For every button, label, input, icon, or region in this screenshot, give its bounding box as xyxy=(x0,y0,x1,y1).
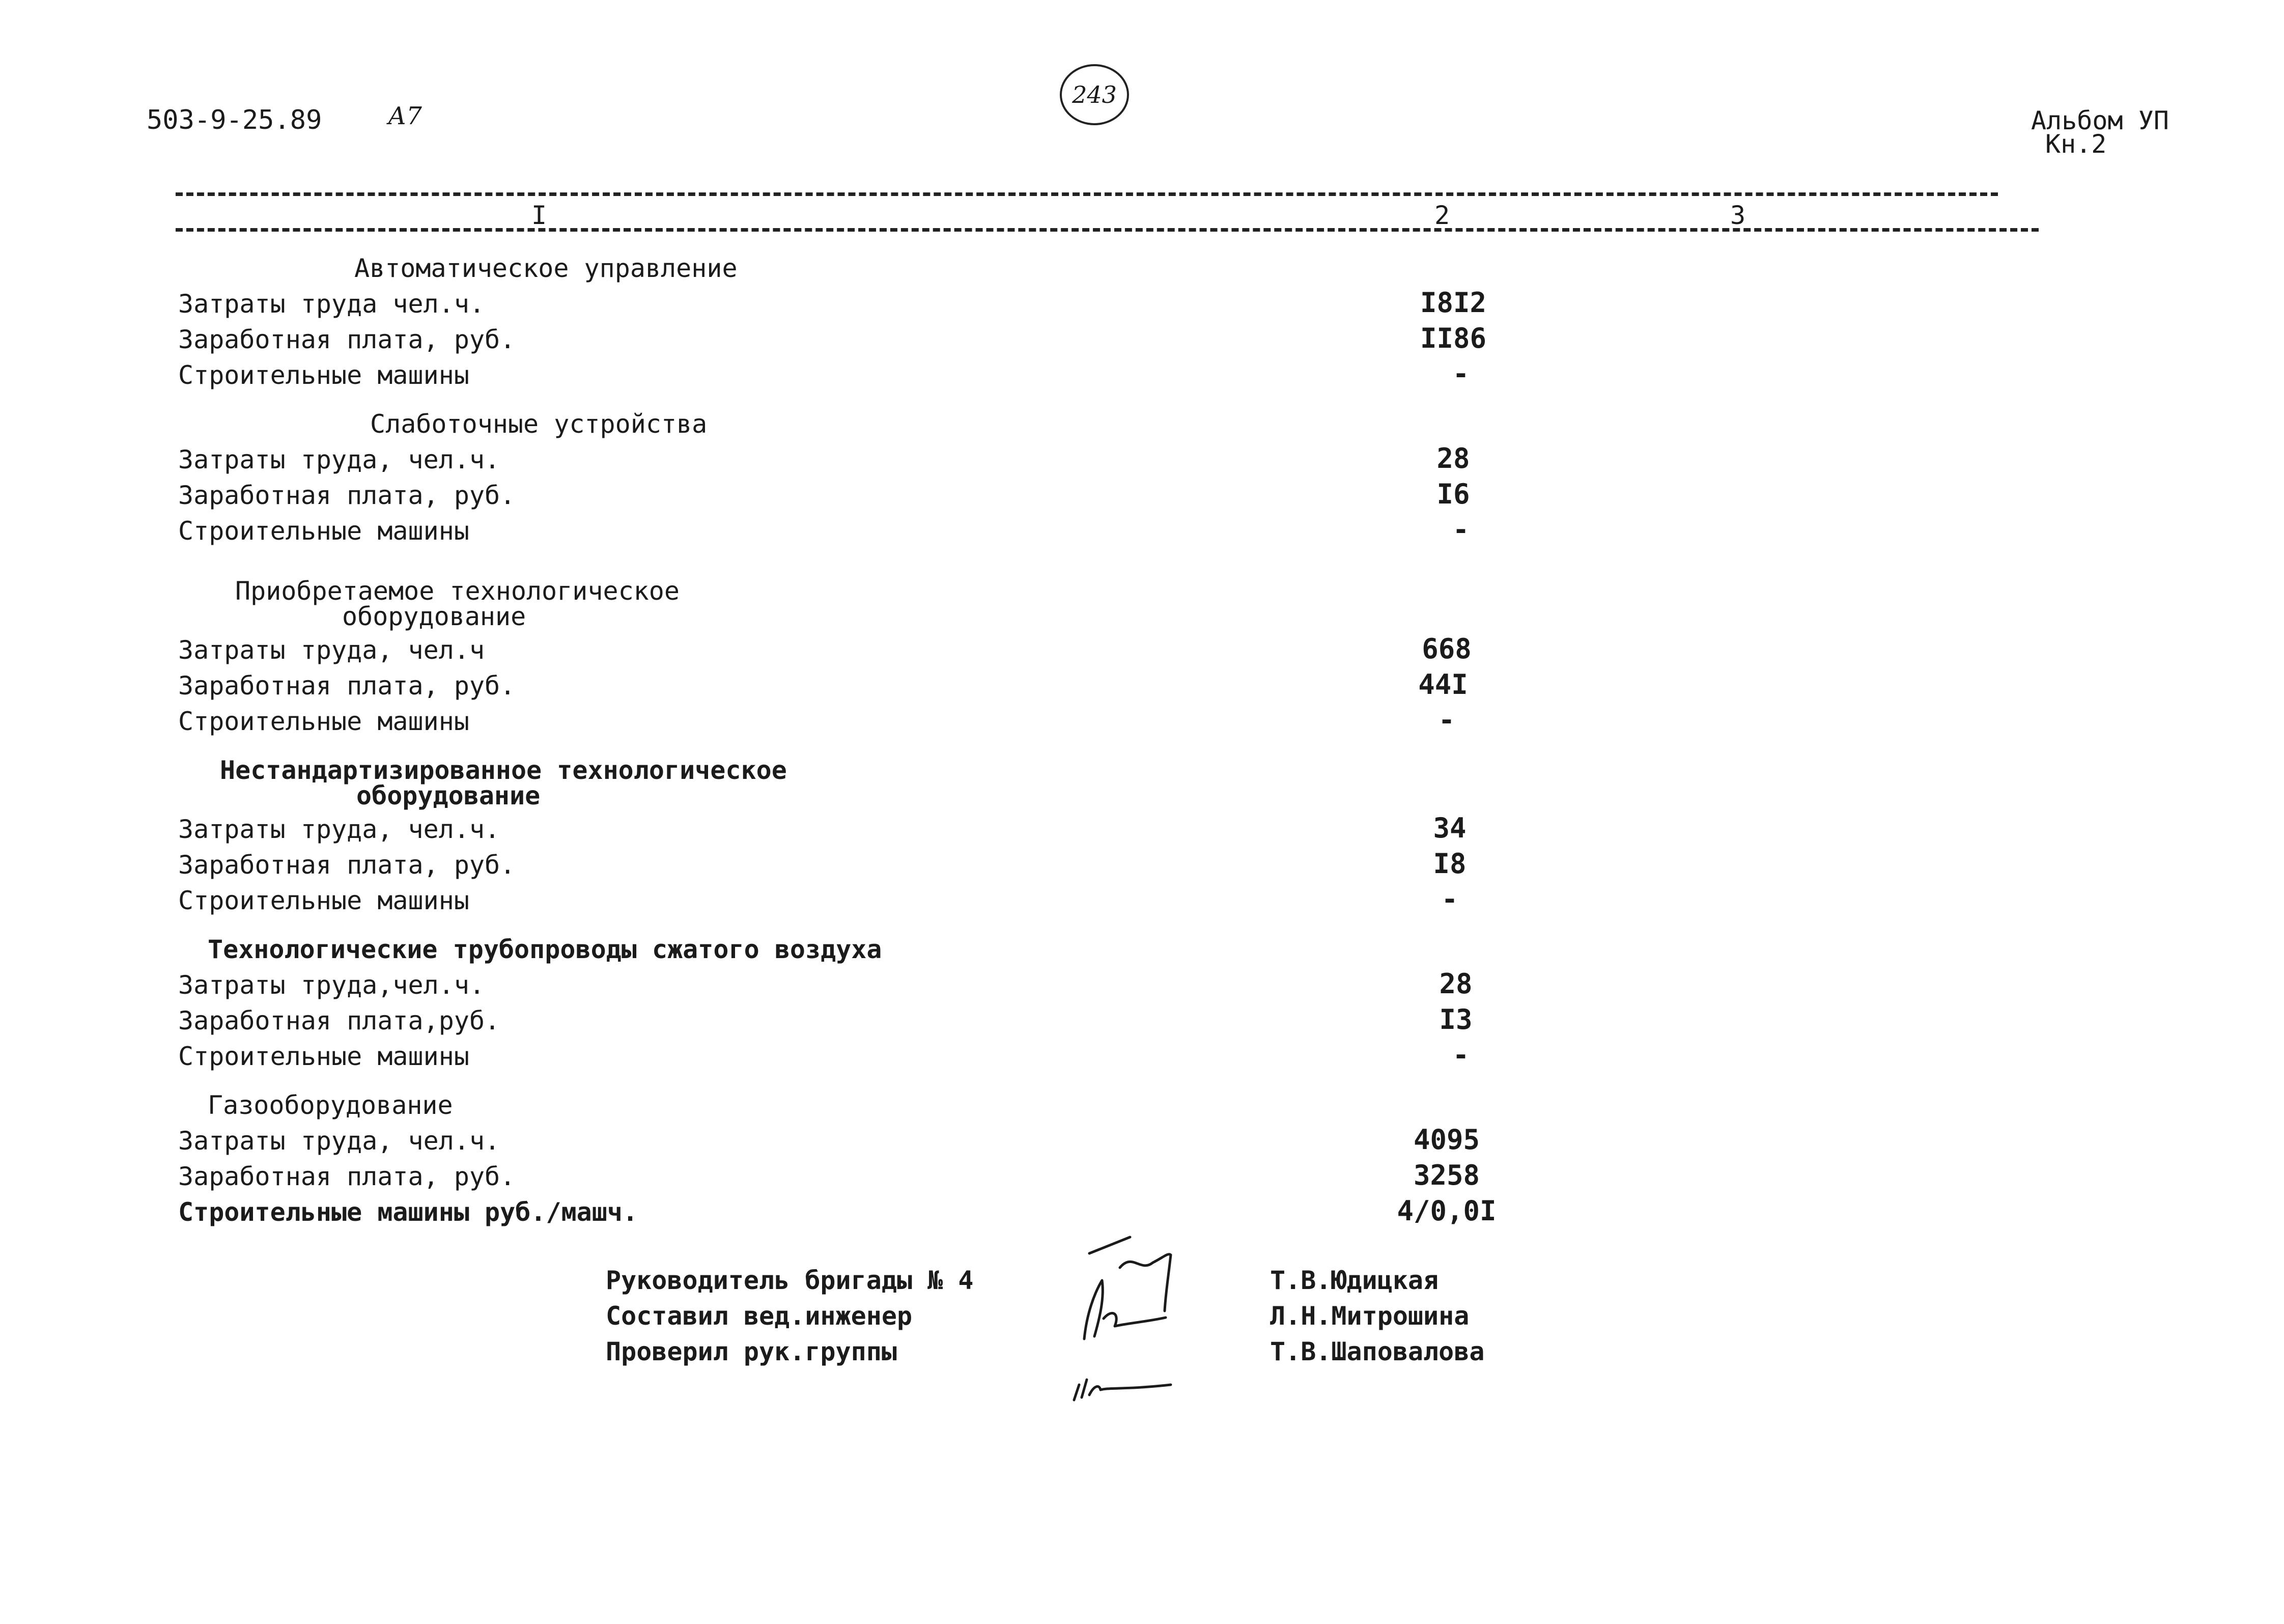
row-label: Строительные машины xyxy=(178,886,469,915)
column-header-2: 2 xyxy=(1431,203,1453,228)
signature-role: Составил вед.инженер xyxy=(606,1301,913,1331)
row-value: 28 xyxy=(1436,442,1470,474)
table-top-rule xyxy=(176,192,1998,196)
row-label: Заработная плата, руб. xyxy=(178,1162,516,1191)
row-label: Заработная плата, руб. xyxy=(178,671,516,701)
row-label: Затраты труда, чел.ч. xyxy=(178,1126,500,1156)
row-value: 668 xyxy=(1422,633,1472,665)
row-label: Строительные машины xyxy=(178,360,469,390)
document-code: 503-9-25.89 xyxy=(147,105,322,135)
row-label: Затраты труда, чел.ч. xyxy=(178,445,500,474)
row-label: Затраты труда, чел.ч. xyxy=(178,815,500,844)
row-label: Затраты труда,чел.ч. xyxy=(178,970,485,1000)
signature-name: Т.В.Юдицкая xyxy=(1270,1266,1439,1295)
page-number-stamp xyxy=(1060,64,1129,125)
row-value: - xyxy=(1452,514,1470,546)
row-value: I6 xyxy=(1436,478,1470,510)
column-header-1: I xyxy=(528,203,550,228)
handwritten-signatures xyxy=(1064,1232,1196,1405)
row-label: Заработная плата, руб. xyxy=(178,850,516,880)
signature-name: Л.Н.Митрошина xyxy=(1270,1301,1470,1331)
row-value: 3258 xyxy=(1413,1159,1480,1191)
row-value: I8 xyxy=(1433,848,1467,880)
row-value: - xyxy=(1441,883,1458,915)
row-value: 34 xyxy=(1433,812,1467,844)
table-header-rule xyxy=(176,228,2039,232)
book-label: Кн.2 xyxy=(2045,129,2107,159)
row-label: Строительные машины xyxy=(178,707,469,736)
section-title: Нестандартизированное технологическое xyxy=(220,755,787,785)
section-title: Технологические трубопроводы сжатого воздуха xyxy=(208,935,882,964)
signature-name: Т.В.Шаповалова xyxy=(1270,1337,1485,1366)
row-value: I8I2 xyxy=(1420,287,1487,319)
row-value: - xyxy=(1438,704,1455,736)
row-label: Строительные машины xyxy=(178,516,469,546)
section-title: Слаботочные устройства xyxy=(370,409,708,439)
signature-role: Руководитель бригады № 4 xyxy=(606,1266,974,1295)
signature-role: Проверил рук.группы xyxy=(606,1337,897,1366)
row-label: Заработная плата,руб. xyxy=(178,1006,500,1035)
sheet-mark: А7 xyxy=(388,102,422,130)
row-label: Заработная плата, руб. xyxy=(178,481,516,510)
row-value: - xyxy=(1452,1039,1470,1071)
column-header-3: 3 xyxy=(1727,203,1749,228)
album-label: Альбом УП xyxy=(2031,106,2169,135)
section-title-continued: оборудование xyxy=(356,781,541,810)
row-value: 4/0,0I xyxy=(1397,1195,1497,1227)
section-title: Газооборудование xyxy=(208,1090,453,1120)
row-label: Заработная плата, руб. xyxy=(178,325,516,354)
row-label: Строительные машины руб./машч. xyxy=(178,1197,638,1227)
row-value: - xyxy=(1452,358,1470,390)
row-label: Строительные машины xyxy=(178,1042,469,1071)
row-value: 44I xyxy=(1418,668,1468,701)
page-number: 243 xyxy=(1072,81,1117,108)
row-value: 4095 xyxy=(1413,1124,1480,1156)
row-label: Затраты труда, чел.ч xyxy=(178,635,485,665)
row-label: Затраты труда чел.ч. xyxy=(178,289,485,319)
row-value: II86 xyxy=(1420,322,1487,354)
row-value: I3 xyxy=(1439,1003,1473,1035)
section-title: Приобретаемое технологическое xyxy=(235,576,680,606)
section-title-continued: оборудование xyxy=(342,602,526,631)
section-title: Автоматическое управление xyxy=(354,254,738,283)
row-value: 28 xyxy=(1439,968,1473,1000)
